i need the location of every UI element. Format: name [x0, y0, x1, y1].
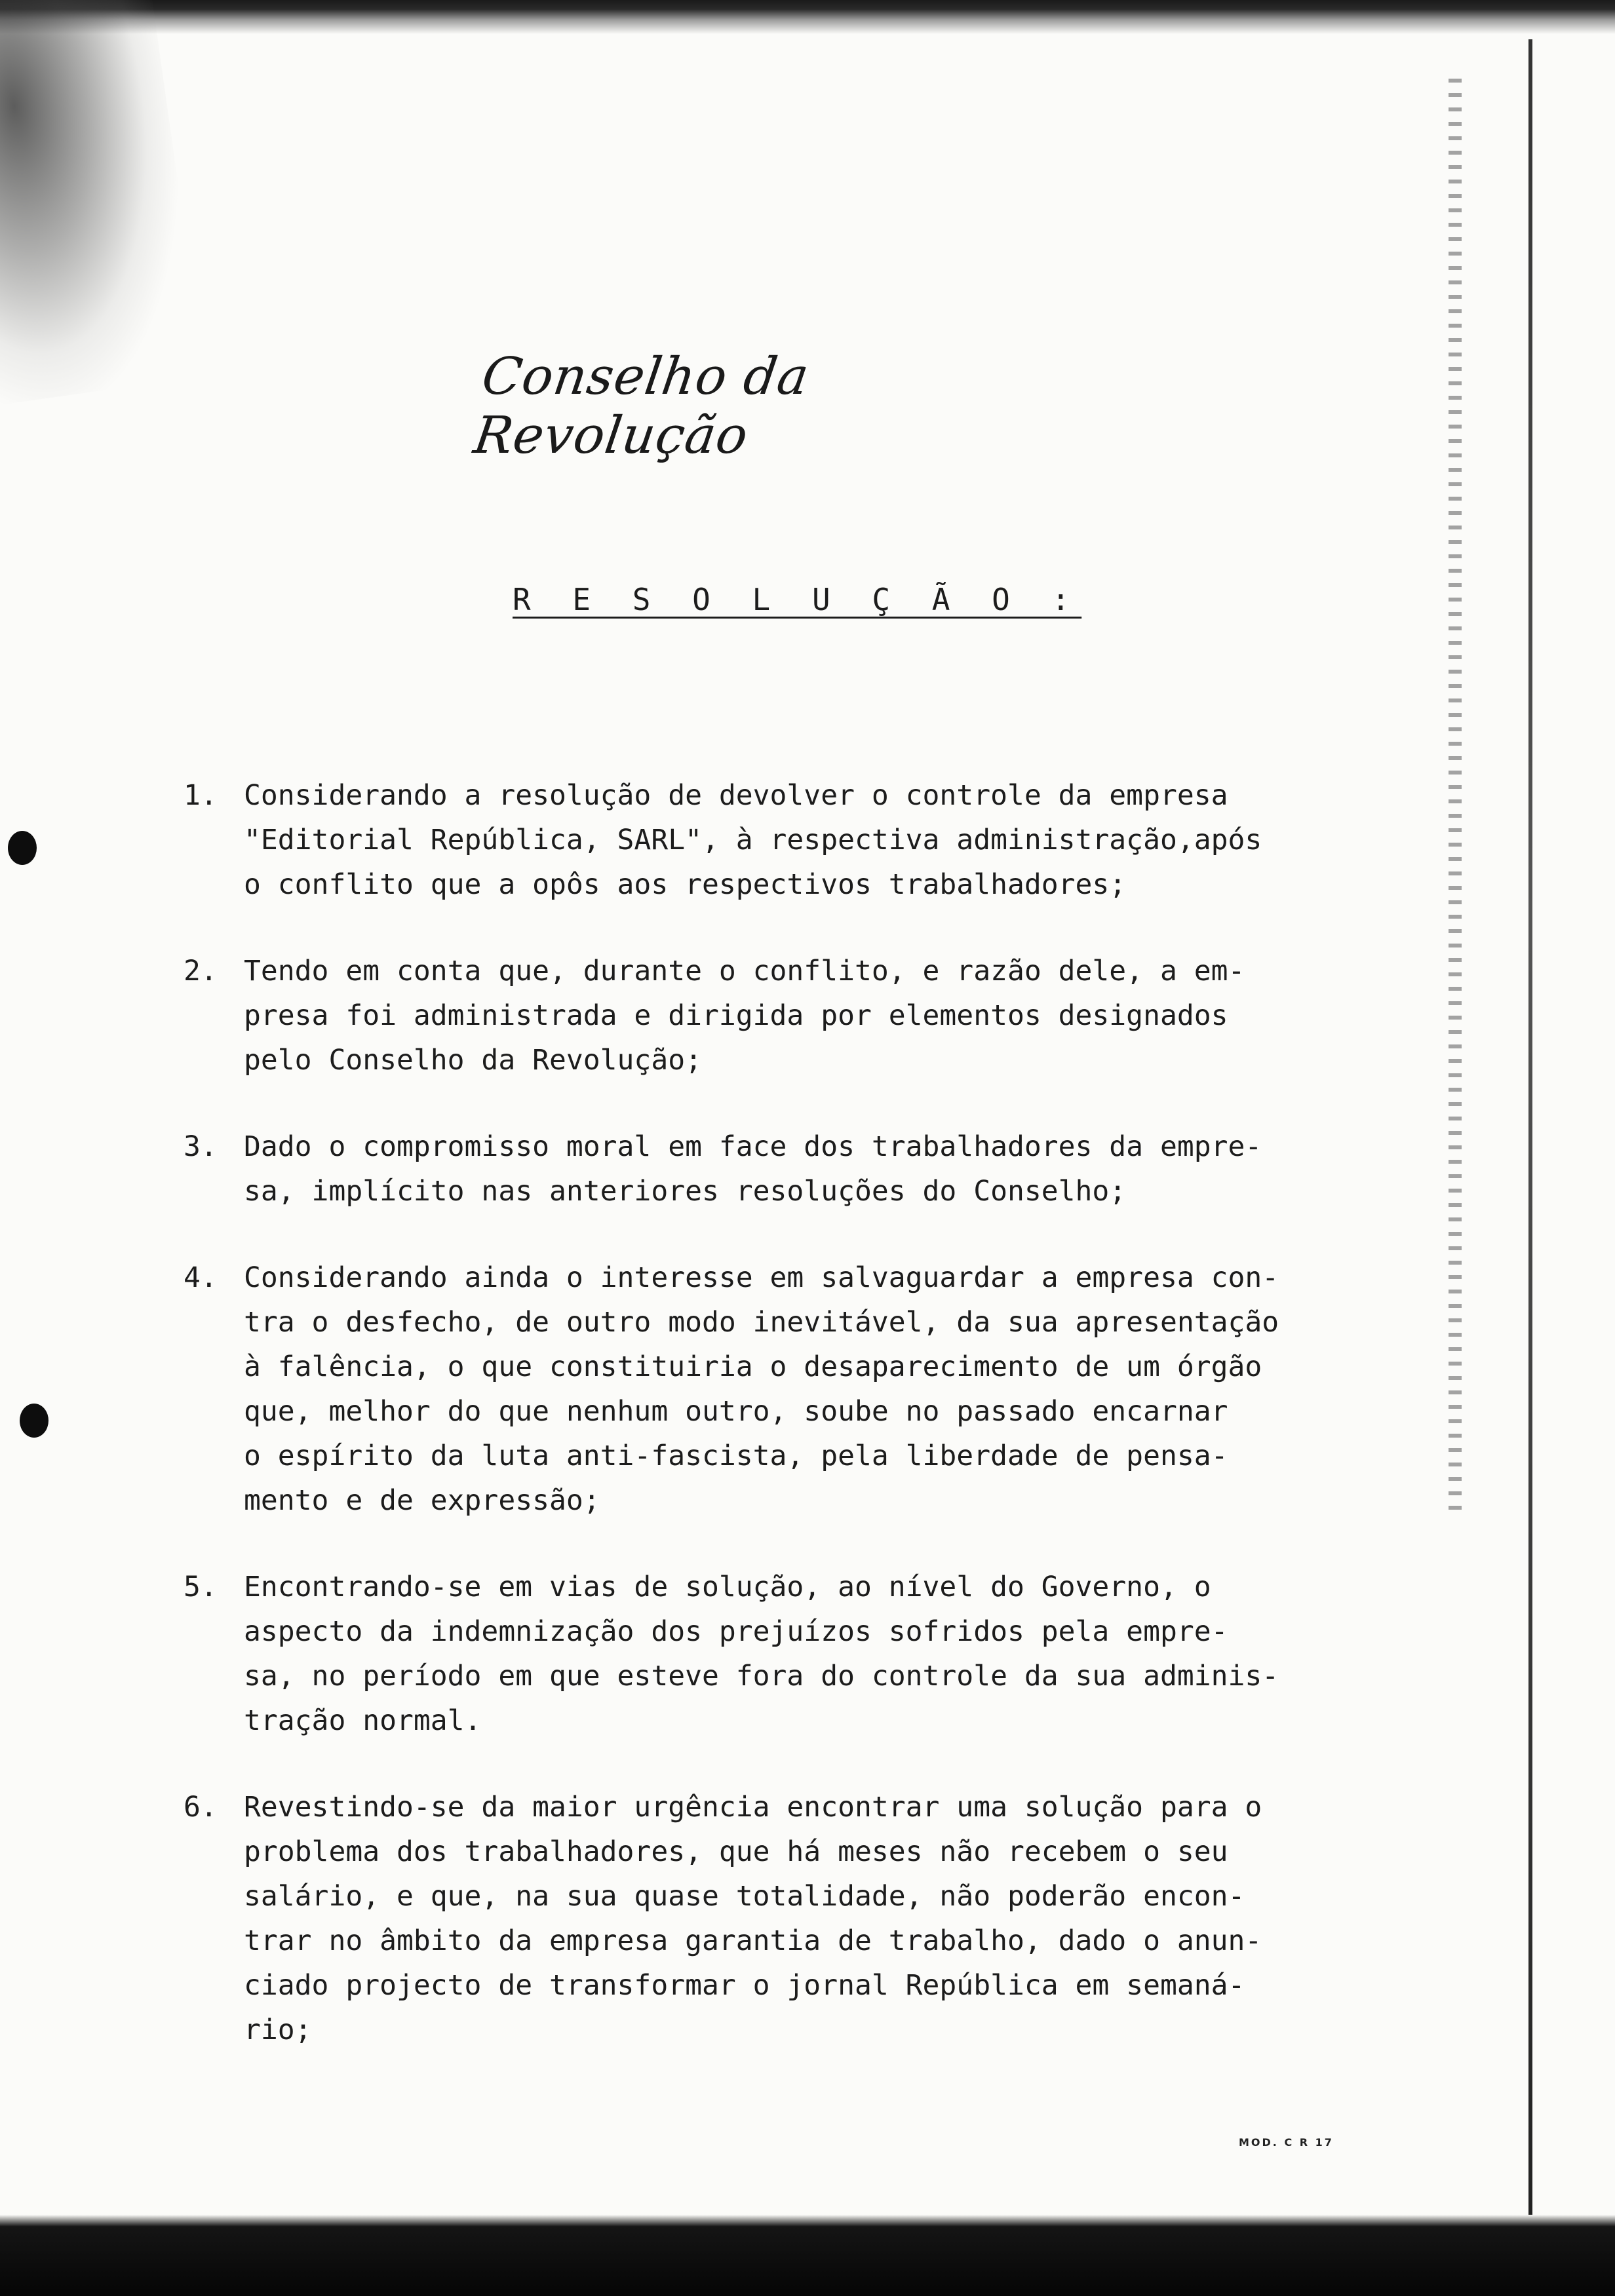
- punch-hole: [20, 1404, 49, 1438]
- item-number: 2.: [184, 955, 218, 987]
- scan-top-edge: [0, 0, 1615, 34]
- resolution-item: [184, 773, 1376, 907]
- resolution-item: [184, 1124, 1376, 1214]
- resolution-item: [184, 1785, 1376, 2052]
- scan-bottom-edge: [0, 2215, 1615, 2296]
- resolution-items: [184, 773, 1376, 2094]
- item-text: Considerando ainda o interesse em salvaguardar a empresa con- tra o desfecho, de outro modo inevitável, da sua apresentação à falência, o que constituiria o desaparecimento de um órgão que, melhor do que nenhum outro, soube no passado encarnar o espírito da luta anti-fascista, pela liberdade de pensa- mento e de expressão;: [244, 1261, 1279, 1517]
- item-number: 3.: [184, 1130, 218, 1163]
- punch-hole: [8, 831, 37, 865]
- resolution-item: [184, 1255, 1376, 1523]
- item-number: 1.: [184, 779, 218, 812]
- resolution-item: [184, 1565, 1376, 1743]
- item-text: Tendo em conta que, durante o conflito, e razão dele, a em- presa foi administrada e dirigida por elementos designados pelo Conselho da Revolução;: [244, 955, 1245, 1077]
- scan-right-speckles: [1449, 79, 1462, 1520]
- item-number: 5.: [184, 1571, 218, 1603]
- document-heading: R E S O L U Ç Ã O :: [513, 582, 1082, 617]
- form-code: MOD. C R 17: [1239, 2136, 1334, 2149]
- item-text: Dado o compromisso moral em face dos trabalhadores da empre- sa, implícito nas anteriores resoluções do Conselho;: [244, 1130, 1262, 1208]
- item-number: 6.: [184, 1791, 218, 1824]
- item-number: 4.: [184, 1261, 218, 1294]
- item-text: Considerando a resolução de devolver o controle da empresa "Editorial República, SARL", à respectiva administração,após o conflito que a opôs aos respectivos trabalhadores;: [244, 779, 1262, 901]
- resolution-item: [184, 949, 1376, 1082]
- letterhead: Conselho da Revolução: [470, 347, 813, 465]
- item-text: Encontrando-se em vias de solução, ao nível do Governo, o aspecto da indemnização dos prejuízos sofridos pela empre- sa, no período em que esteve fora do controle da sua adminis- tração normal.: [244, 1571, 1279, 1737]
- item-text: Revestindo-se da maior urgência encontrar uma solução para o problema dos trabalhadores, que há meses não recebem o seu salário, e que, na sua quase totalidade, não poderão encon- trar no âmbito da empresa garantia de trabalho, dado o anun- ciado projecto de transformar o jornal República em semaná- rio;: [244, 1791, 1262, 2046]
- scan-right-edge: [1528, 39, 1532, 2215]
- scan-corner-smudge: [0, 0, 205, 406]
